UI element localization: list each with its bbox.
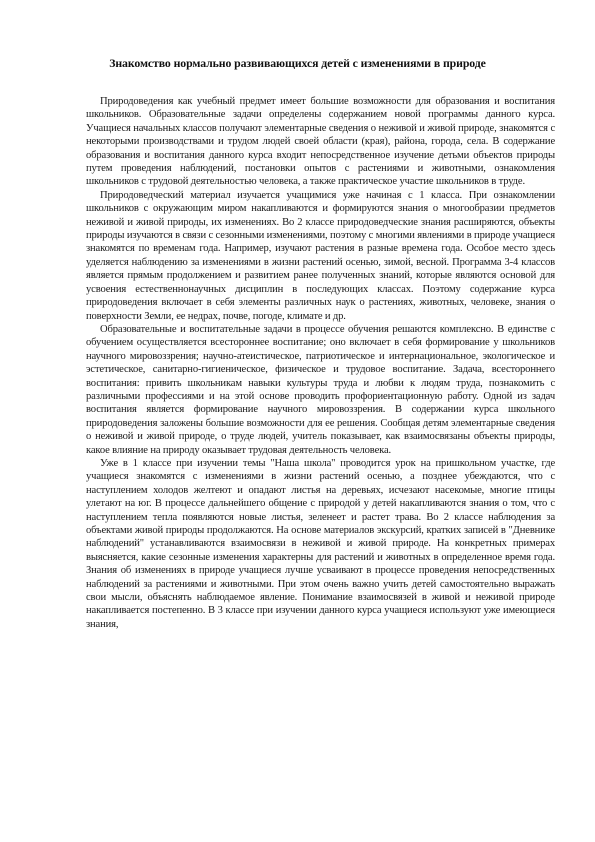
paragraph-1: Природоведения как учебный предмет имеет большие возможности для образования и воспитания школьников. Образовательные задачи определены содержанием новой программы данного курса. Учащиеся начальных классов получают элементарные сведения о неживой и живой природе, знакомятся с некоторыми производствами и трудом людей своей области (края), района, города, села. В содержание образования и воспитания данного курса входит непосредственное изучение детьми объектов природы путем проведения наблюдений, постановки опытов с растениями и животными, ознакомления школьников с трудовой деятельностью человека, а также практическое участие школьников в труде. (86, 96, 555, 188)
paragraph-4: Уже в 1 классе при изучении темы "Наша школа" проводится урок на пришкольном участке, где учащиеся знакомятся с изменениями в жизни растений осенью, а позднее убеждаются, что с наступлением холодов желтеют и опадают листья на деревьях, исчезают насекомые, многие птицы улетают на юг. В процессе дальнейшего общение с природой у детей накапливаются знания о том, что с наступлением тепла появляются новые листья, зеленеет и растет трава. Во 2 классе наблюдения за объектами живой природы продолжаются. На основе материалов экскурсий, кратких записей в "Дневнике наблюдений" устанавливаются взаимосвязи в неживой и живой природе. На конкретных примерах выясняется, какие сезонные изменения характерны для растений и животных в определенное время года. Знания об изменениях в природе учащиеся лучше усваивают в процессе проведения непосредственных наблюдений за растениями и животными. При этом очень важно учить детей самостоятельно выражать свои мысли, объяснять наблюдаемое явление. Понимание взаимосвязей в живой и неживой природе накапливается постепенно. В 3 классе при изучении данного курса учащиеся используют уже имеющиеся знания, (86, 457, 555, 630)
paragraph-2: Природоведческий материал изучается учащимися уже начиная с 1 класса. При ознакомлении школьников с окружающим миром накапливаются и формируются знания о многообразии предметов неживой и живой природы, их изменениях. Во 2 классе природоведческие знания расширяются, объекты природы изучаются в связи с сезонными изменениями, поэтому с многими явлениями в природе учащиеся знакомятся по временам года. Например, изучают растения в разные времена года. Особое место здесь уделяется наблюдению за изменениями в жизни растений осенью, зимой, весной. Программа 3-4 классов является прямым продолжением и развитием ранее полученных знаний, которые являются основой для усвоения естественнонаучных дисциплин в последующих классах. Поэтому содержание курса природоведения включает в себя элементы различных наук о растениях, животных, человеке, знания о поверхности Земли, ее недрах, почве, погоде, климате и др. (86, 189, 556, 322)
document-title: Знакомство нормально развивающихся детей с изменениями в природе (109, 56, 486, 70)
document-body (86, 95, 555, 631)
paragraph-3: Образовательные и воспитательные задачи в процессе обучения решаются комплексно. В единстве с обучением осуществляется всестороннее воспитание; оно включает в себя формирование у школьников научного мировоззрения; научно-атеистическое, патриотическое и интернациональное, экологическое и эстетическое, санитарно-гигиеническое, физическое и трудовое воспитание. Задача, всестороннего воспитания: привить школьникам навыки культуры труда и любви к людям труда, познакомить с различными профессиями и на этой основе проводить профориентационную работу. Одной из задач воспитания является формирование научного мировоззрения. В содержании курса школьного природоведения заложены большие возможности для ее решения. Сообщая детям элементарные сведения о неживой и живой природе, о труде людей, учитель показывает, как взаимосвязаны объекты природы, какое влияние на природу оказывает трудовая деятельность человека. (86, 323, 555, 456)
